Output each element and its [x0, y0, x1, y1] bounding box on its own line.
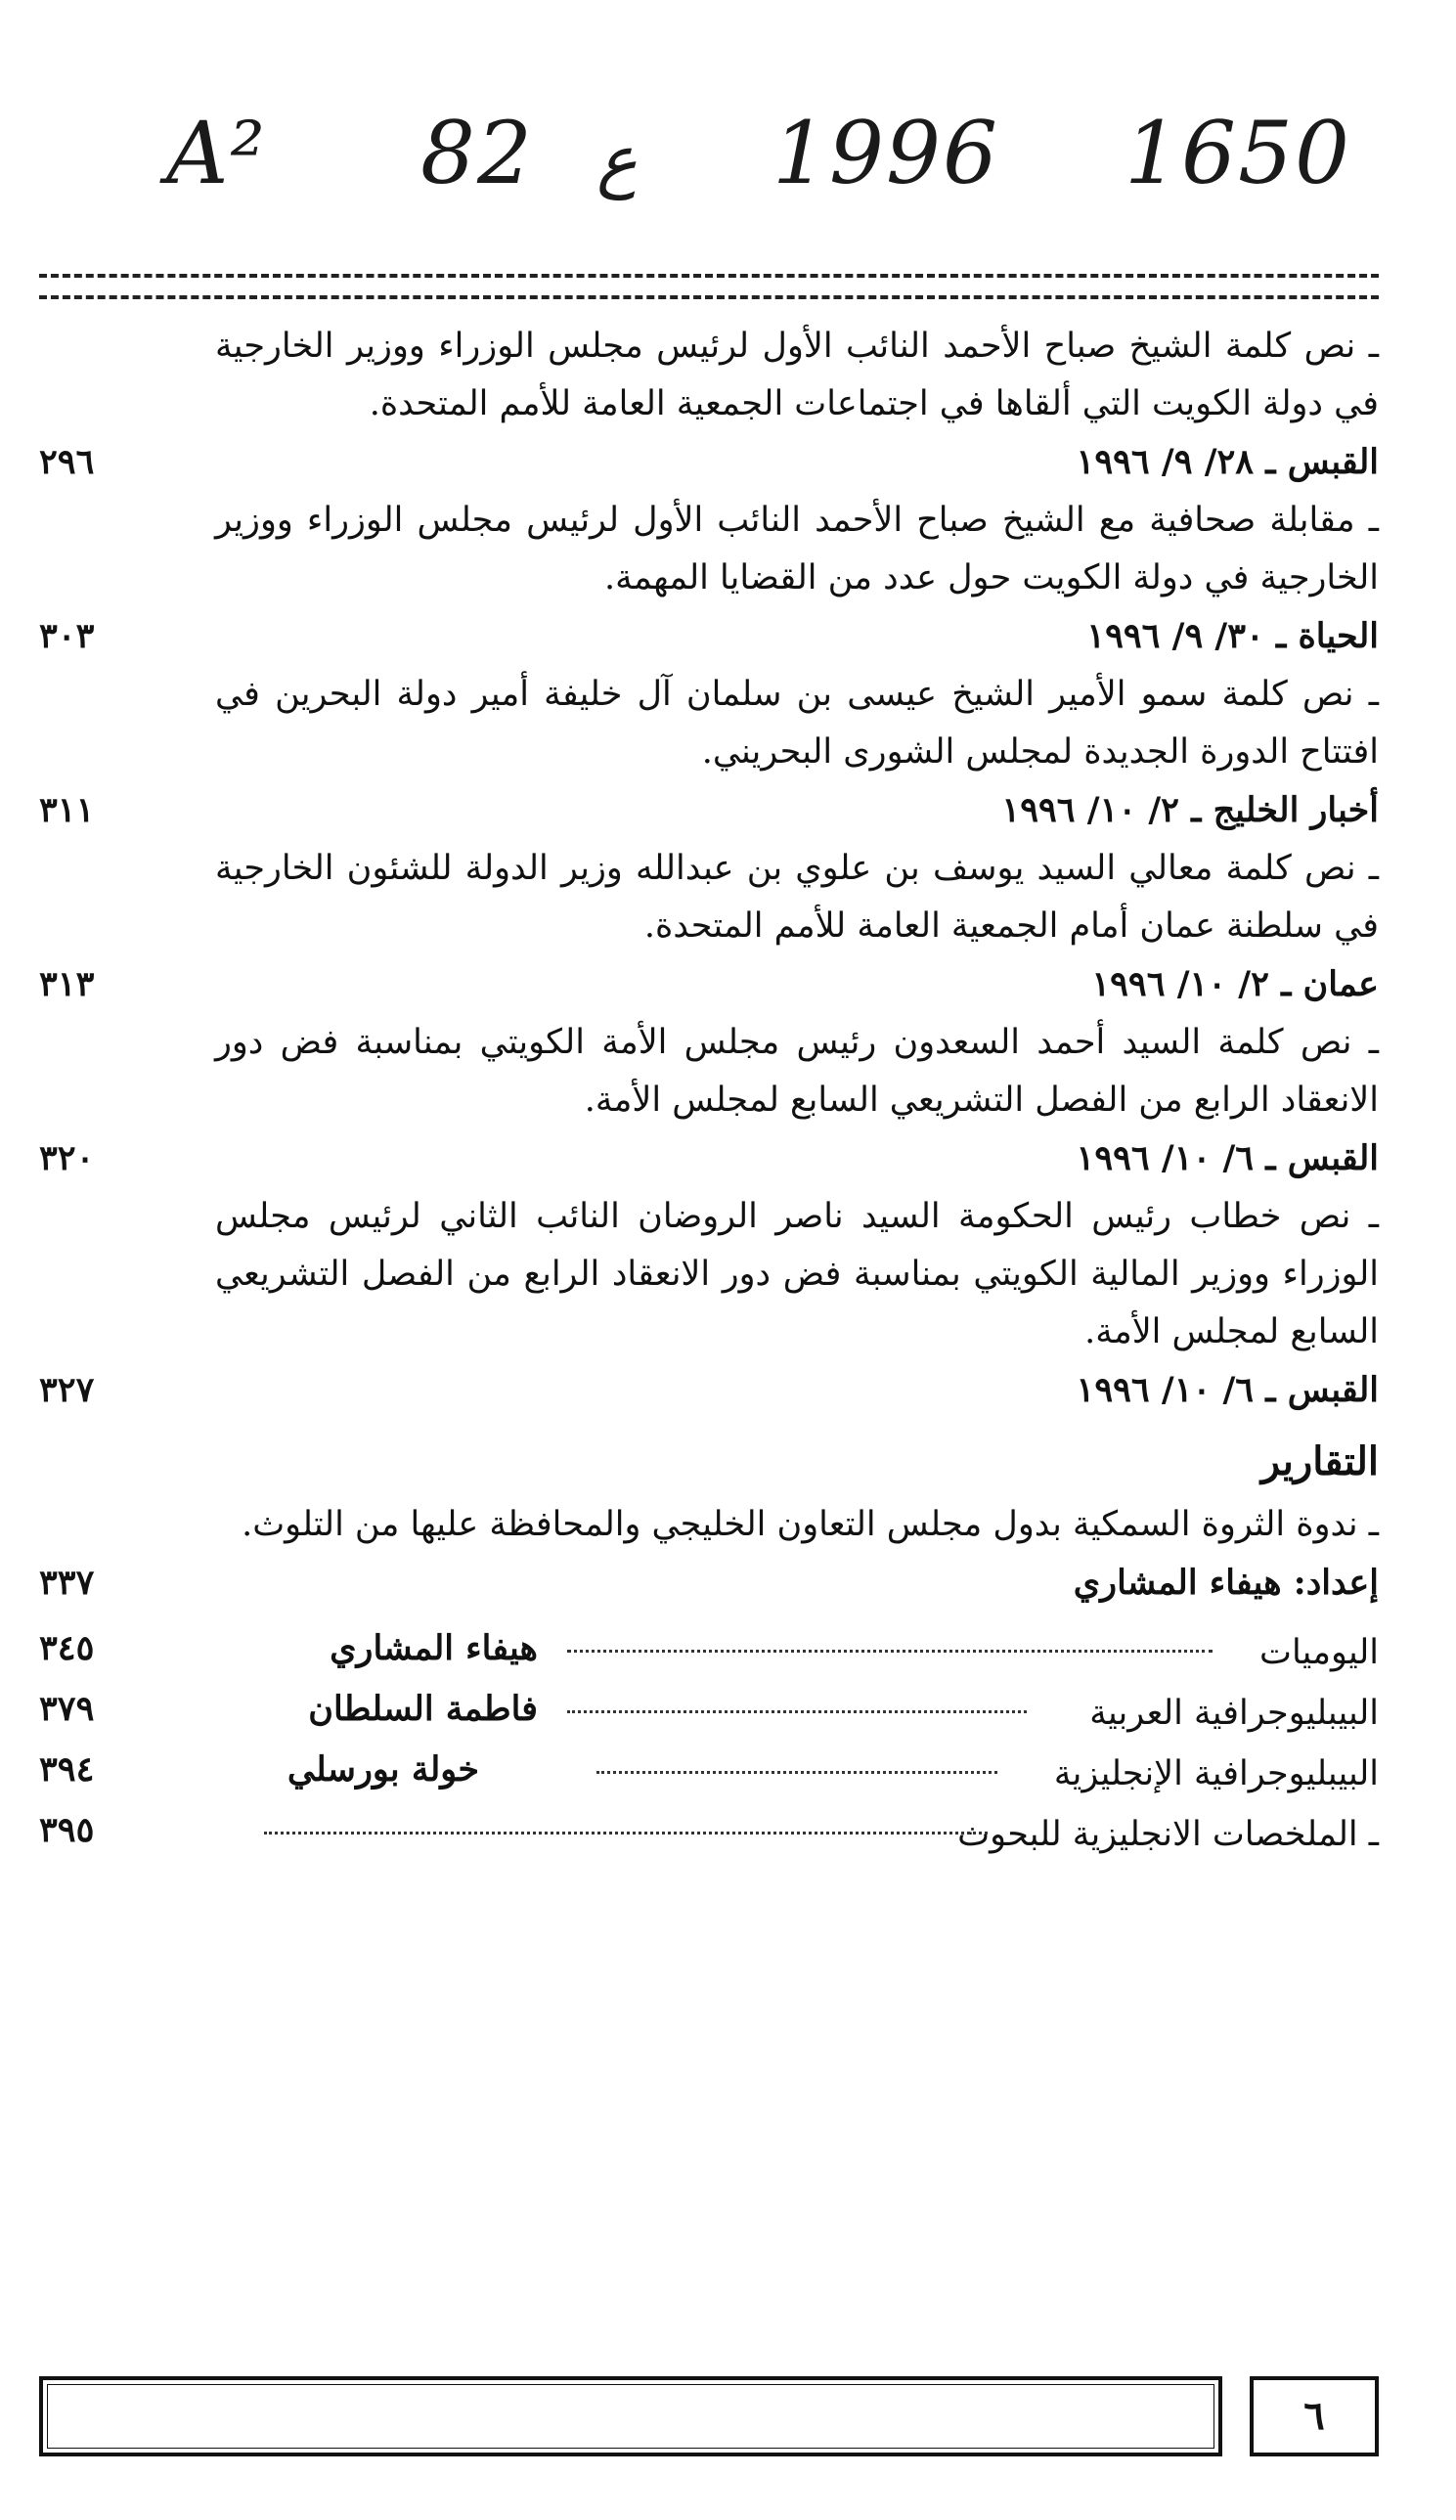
reports-heading: التقارير	[1260, 1438, 1379, 1484]
toc-page: ٣٩٥	[39, 1810, 95, 1850]
dashed-divider-bottom	[39, 295, 1379, 299]
entry	[39, 1014, 1379, 1188]
entry-source: أخبار الخليج ـ ٢/ ١٠/ ١٩٩٦	[1001, 790, 1379, 830]
reports-item-description: ـ ندوة الثروة السمكية بدول مجلس التعاون الخليجي والمحافظة عليها من التلوث.	[242, 1505, 1379, 1544]
toc-author: هيفاء المشاري	[330, 1628, 538, 1668]
entry	[39, 840, 1379, 1014]
handwritten-ref-b: 82	[420, 103, 534, 203]
entry-description: ـ مقابلة صحافية مع الشيخ صباح الأحمد النائب الأول لرئيس مجلس الوزراء ووزير الخارجية في دولة الكويت حول عدد من القضايا المهمة.	[215, 501, 1379, 597]
toc-row	[39, 1622, 1379, 1683]
toc-page: ٣٤٥	[39, 1628, 95, 1668]
entry-reference	[39, 1129, 1379, 1188]
entry-reference	[39, 781, 1379, 840]
toc-row	[39, 1804, 1379, 1865]
toc-author: خولة بورسلي	[287, 1749, 479, 1790]
entry-page: ٣٢٧	[39, 1370, 95, 1410]
entry-description: ـ نص كلمة السيد أحمد السعدون رئيس مجلس الأمة الكويتي بمناسبة فض دور الانعقاد الرابع من الفصل التشريعي السابع لمجلس الأمة.	[215, 1023, 1379, 1120]
entry-source: الحياة ـ ٣٠/ ٩/ ١٩٩٦	[1086, 616, 1379, 656]
toc-title: ـ الملخصات الانجليزية للبحوث	[957, 1815, 1379, 1854]
entry-reference	[39, 607, 1379, 666]
entry-reference	[39, 955, 1379, 1014]
contents-list	[39, 318, 1379, 1865]
handwritten-ref-c: ع	[596, 120, 638, 200]
toc-leader-dots	[264, 1832, 988, 1835]
dashed-divider-top	[39, 274, 1379, 278]
toc-title: اليوميات	[1259, 1633, 1379, 1672]
toc-author: فاطمة السلطان	[308, 1689, 538, 1729]
entry-page: ٣١٣	[39, 964, 95, 1004]
entry-page: ٢٩٦	[39, 442, 95, 482]
toc-page: ٣٩٤	[39, 1749, 95, 1790]
entry-description: ـ نص كلمة معالي السيد يوسف بن علوي بن عبدالله وزير الدولة للشئون الخارجية في سلطنة عمان أمام الجمعية العامة للأمم المتحدة.	[215, 849, 1379, 946]
entry	[39, 666, 1379, 840]
footer-frame	[39, 2376, 1222, 2456]
handwritten-code: 1650	[1125, 103, 1351, 203]
entry-reference	[39, 1361, 1379, 1420]
entry-reference	[39, 433, 1379, 492]
reports-item-reference	[39, 1554, 1379, 1613]
entry-description: ـ نص كلمة سمو الأمير الشيخ عيسى بن سلمان آل خليفة أمير دولة البحرين في افتتاح الدورة الجديدة لمجلس الشورى البحريني.	[215, 675, 1379, 772]
handwritten-annotation	[166, 93, 1379, 240]
page-number: ٦	[1250, 2376, 1379, 2456]
entry	[39, 318, 1379, 492]
reports-item-author: إعداد: هيفاء المشاري	[1073, 1563, 1379, 1603]
entry-source: القبس ـ ٦/ ١٠/ ١٩٩٦	[1076, 1370, 1379, 1410]
entry-source: القبس ـ ٢٨/ ٩/ ١٩٩٦	[1076, 442, 1379, 482]
toc-leader-dots	[596, 1771, 997, 1774]
entry-page: ٣٠٣	[39, 616, 95, 656]
entry-description: ـ نص كلمة الشيخ صباح الأحمد النائب الأول لرئيس مجلس الوزراء ووزير الخارجية في دولة الكويت التي ألقاها في اجتماعات الجمعية العامة للأمم المتحدة.	[215, 327, 1379, 423]
toc-title: البيبليوجرافية العربية	[1089, 1694, 1379, 1733]
toc-row	[39, 1683, 1379, 1744]
reports-item-page: ٣٣٧	[39, 1563, 95, 1603]
toc-leader-dots	[567, 1710, 1027, 1713]
handwritten-ref-a: A²	[166, 103, 267, 203]
entry	[39, 492, 1379, 666]
entry-page: ٣٢٠	[39, 1138, 95, 1178]
entry-description: ـ نص خطاب رئيس الحكومة السيد ناصر الروضان النائب الثاني لرئيس مجلس الوزراء ووزير المالية الكويتي بمناسبة فض دور الانعقاد الرابع من الفصل التشريعي السابع لمجلس الأمة.	[215, 1197, 1379, 1351]
entry-page: ٣١١	[39, 790, 95, 830]
entry	[39, 1188, 1379, 1420]
toc-page: ٣٧٩	[39, 1689, 95, 1729]
toc-leader-dots	[567, 1650, 1213, 1653]
toc-title: البيبليوجرافية الإنجليزية	[1053, 1754, 1379, 1793]
handwritten-year: 1996	[772, 103, 999, 203]
toc-row	[39, 1744, 1379, 1804]
entry-source: عمان ـ ٢/ ١٠/ ١٩٩٦	[1091, 964, 1379, 1004]
entry-source: القبس ـ ٦/ ١٠/ ١٩٩٦	[1076, 1138, 1379, 1178]
